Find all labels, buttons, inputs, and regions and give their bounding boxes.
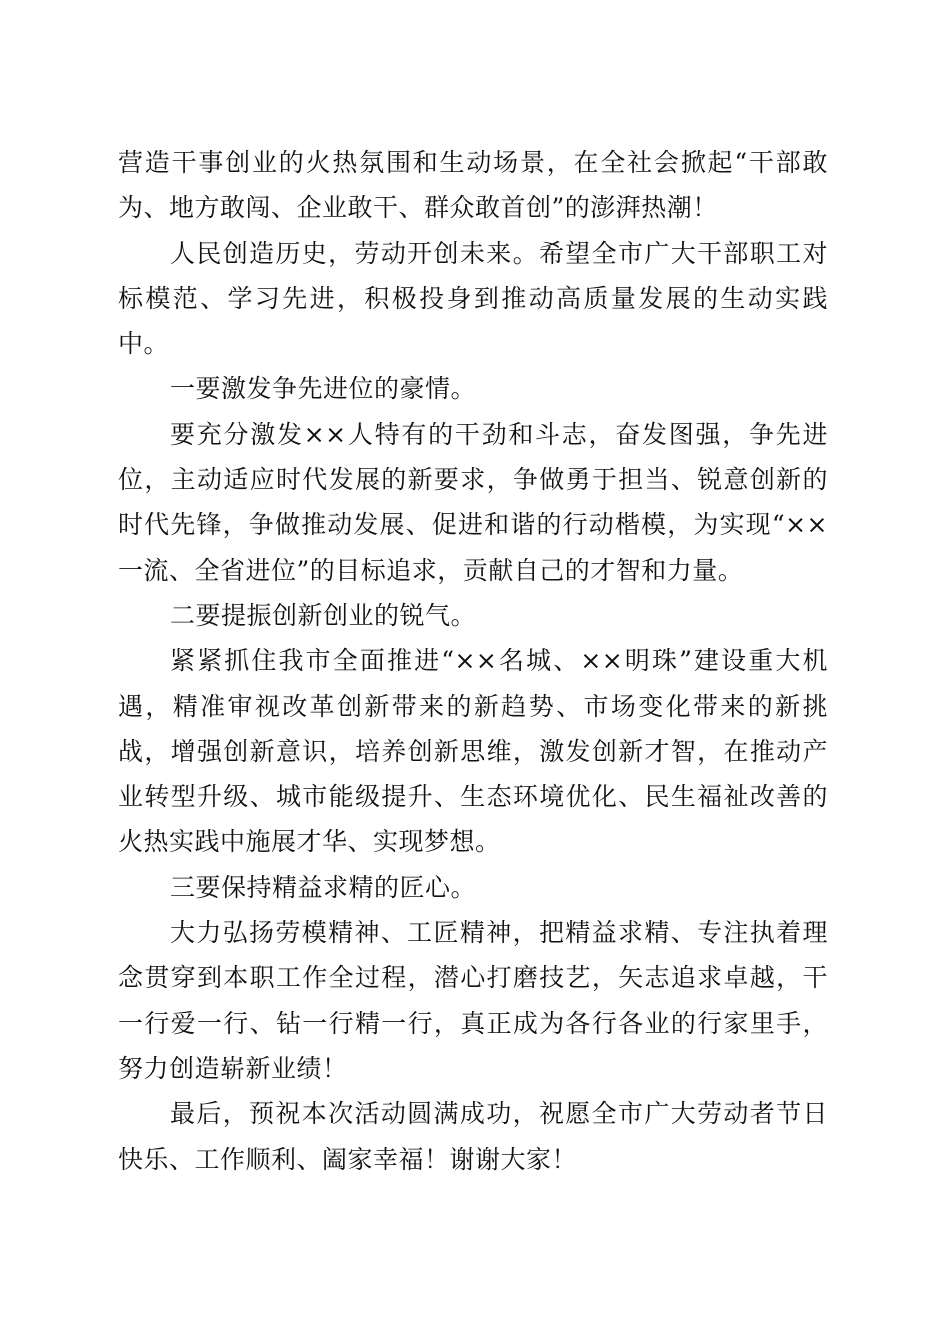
- document-body: [118, 140, 828, 1182]
- heading-point-three: 三要保持精益求精的匠心。: [170, 872, 477, 902]
- paragraph-point-one: 要充分激发××人特有的干劲和斗志，奋发图强，争先进位，主动适应时代发展的新要求，争做勇于担当、锐意创新的时代先锋，争做推动发展、促进和谐的行动楷模，为实现“××一流、全省进位”的目标追求，贡献自己的才智和力量。: [118, 419, 828, 585]
- paragraph-intro: 人民创造历史，劳动开创未来。希望全市广大干部职工对标模范、学习先进，积极投身到推动高质量发展的生动实践中。: [118, 238, 828, 359]
- heading-point-one: 一要激发争先进位的豪情。: [170, 374, 477, 404]
- heading-point-two: 二要提振创新创业的锐气。: [170, 600, 477, 630]
- paragraph-continuation: 营造干事创业的火热氛围和生动场景，在全社会掀起“干部敢为、地方敢闯、企业敢干、群众敢首创”的澎湃热潮！: [118, 148, 828, 223]
- paragraph-point-two: 紧紧抓住我市全面推进“××名城、××明珠”建设重大机遇，精准审视改革创新带来的新趋势、市场变化带来的新挑战，增强创新意识，培养创新思维，激发创新才智，在推动产业转型升级、城市能级提升、生态环境优化、民生福祉改善的火热实践中施展才华、实现梦想。: [118, 646, 828, 857]
- paragraph-closing: 最后，预祝本次活动圆满成功，祝愿全市广大劳动者节日快乐、工作顺利、阖家幸福！谢谢大家！: [118, 1099, 828, 1174]
- paragraph-point-three: 大力弘扬劳模精神、工匠精神，把精益求精、专注执着理念贯穿到本职工作全过程，潜心打磨技艺，矢志追求卓越，干一行爱一行、钻一行精一行，真正成为各行各业的行家里手，努力创造崭新业绩！: [118, 918, 828, 1083]
